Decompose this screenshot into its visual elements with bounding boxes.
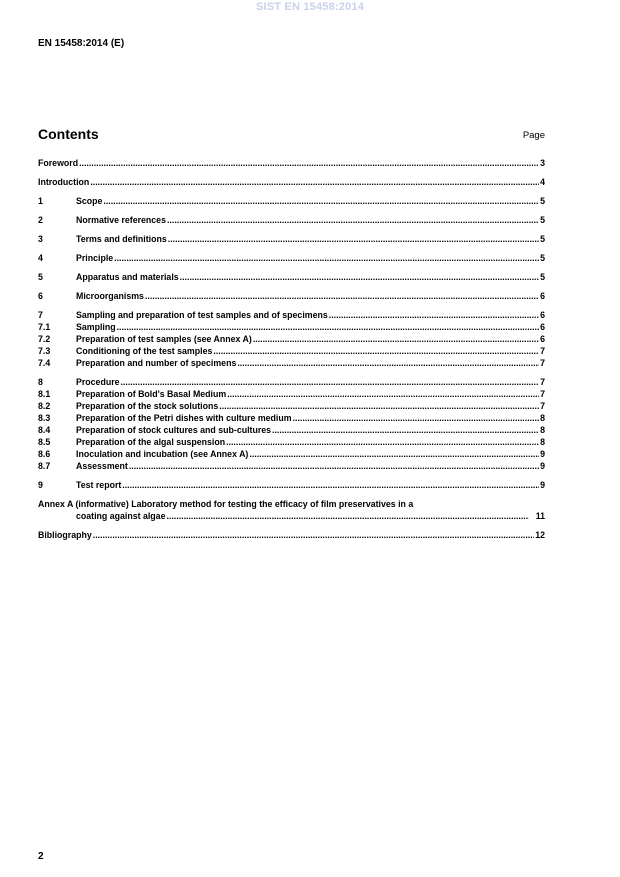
toc-entry-title: Bibliography: [38, 530, 92, 540]
toc-entry-number: 3: [38, 234, 43, 244]
toc-entry-6[interactable]: [38, 290, 545, 302]
toc-entry-title: Inoculation and incubation (see Annex A): [76, 449, 249, 459]
dot-leader: [167, 214, 539, 226]
toc-entry-title: Normative references: [76, 215, 166, 225]
toc-entry-title: Sampling: [76, 322, 116, 332]
toc-entry-title: Test report: [76, 480, 122, 490]
dot-leader: [272, 424, 539, 436]
dot-leader: [293, 412, 540, 424]
toc-entry-7-2[interactable]: [38, 333, 545, 345]
toc-entry-8-1[interactable]: [38, 388, 545, 400]
toc-entry-title: Preparation and number of specimens: [76, 358, 237, 368]
toc-entry-3[interactable]: [38, 233, 545, 245]
toc-entry-title: Scope: [76, 196, 103, 206]
toc-entry-page: 9: [540, 461, 545, 471]
toc-entry-number: 7.3: [38, 346, 51, 356]
toc-entry-page: 3: [540, 158, 545, 168]
toc-entry-8-4[interactable]: [38, 424, 545, 436]
toc-entry-title: Introduction: [38, 177, 90, 187]
toc-entry-bibliography[interactable]: [38, 529, 545, 541]
toc-entry-page: 8: [540, 413, 545, 423]
toc-entry-page: 7: [540, 377, 545, 387]
toc-entry-annex-a[interactable]: [38, 498, 545, 522]
toc-entry-number: 1: [38, 196, 43, 206]
toc-entry-page: 5: [540, 215, 545, 225]
toc-entry-1[interactable]: [38, 195, 545, 207]
toc-entry-number: 7.4: [38, 358, 51, 368]
toc-entry-page: 11: [535, 511, 545, 521]
dot-leader: [93, 529, 534, 541]
toc-entry-7-3[interactable]: [38, 345, 545, 357]
toc-entry-title: Preparation of stock cultures and sub-cultures: [76, 425, 272, 435]
toc-entry-title: Preparation of Bold's Basal Medium: [76, 389, 227, 399]
toc-entry-number: 7.2: [38, 334, 51, 344]
toc-entry-title: Procedure: [76, 377, 120, 387]
toc-entry-title: Assessment: [76, 461, 128, 471]
toc-entry-page: 5: [540, 234, 545, 244]
toc-entry-page: 7: [540, 358, 545, 368]
toc-entry-2[interactable]: [38, 214, 545, 226]
page-column-header: Page: [522, 130, 545, 141]
page-number: 2: [38, 851, 44, 862]
dot-leader: [90, 176, 539, 188]
toc-entry-title: Foreword: [38, 158, 79, 168]
toc-entry-number: 8.2: [38, 401, 51, 411]
toc-entry-foreword[interactable]: [38, 157, 545, 169]
toc-entry-number: 7.1: [38, 322, 51, 332]
toc-entry-title: Preparation of the stock solutions: [76, 401, 219, 411]
dot-leader: [129, 460, 539, 472]
toc-entry-number: 9: [38, 480, 43, 490]
toc-entry-introduction[interactable]: [38, 176, 545, 188]
toc-entry-number: 8.1: [38, 389, 51, 399]
dot-leader: [114, 252, 539, 264]
dot-leader: [213, 345, 539, 357]
toc-entry-page: 5: [540, 272, 545, 282]
toc-entry-page: 5: [540, 253, 545, 263]
dot-leader: [227, 388, 539, 400]
watermark: SIST EN 15458:2014: [255, 1, 365, 13]
dot-leader: [168, 233, 539, 245]
toc-entry-page: 5: [540, 196, 545, 206]
toc-entry-page: 8: [540, 425, 545, 435]
toc-entry-title: Conditioning of the test samples: [76, 346, 213, 356]
toc-entry-number: 8.6: [38, 449, 51, 459]
toc-entry-title-continuation: coating against algae: [76, 511, 166, 521]
toc-entry-4[interactable]: [38, 252, 545, 264]
dot-leader: [117, 321, 540, 333]
toc-entry-page: 7: [540, 389, 545, 399]
toc-entry-number: 2: [38, 215, 43, 225]
toc-entry-page: 9: [540, 480, 545, 490]
toc-entry-number: 8: [38, 377, 43, 387]
toc-entry-title: Principle: [76, 253, 114, 263]
toc-entry-8-7[interactable]: [38, 460, 545, 472]
dot-leader: [121, 376, 540, 388]
toc-entry-page: 7: [540, 346, 545, 356]
toc-entry-8-6[interactable]: [38, 448, 545, 460]
toc-entry-page: 6: [540, 310, 545, 320]
dot-leader: [103, 195, 539, 207]
toc-entry-number: 8.7: [38, 461, 51, 471]
dot-leader: [180, 271, 539, 283]
toc-entry-page: 8: [540, 437, 545, 447]
dot-leader: [122, 479, 539, 491]
toc-entry-8-2[interactable]: [38, 400, 545, 412]
toc-entry-page: 4: [540, 177, 545, 187]
toc-entry-7[interactable]: [38, 309, 545, 321]
toc-entry-number: 5: [38, 272, 43, 282]
toc-entry-5[interactable]: [38, 271, 545, 283]
toc-entry-number: 8.3: [38, 413, 51, 423]
toc-entry-7-1[interactable]: [38, 321, 545, 333]
dot-leader: [219, 400, 539, 412]
toc-entry-8[interactable]: [38, 376, 545, 388]
toc-entry-page: 12: [535, 530, 545, 540]
toc-entry-title: Microorganisms: [76, 291, 144, 301]
toc-entry-number: 4: [38, 253, 43, 263]
toc-entry-number: 8.4: [38, 425, 51, 435]
toc-entry-page: 6: [540, 334, 545, 344]
dot-leader: [329, 309, 539, 321]
toc-entry-title: Apparatus and materials: [76, 272, 179, 282]
toc-entry-title: Terms and definitions: [76, 234, 167, 244]
toc-entry-page: 6: [540, 322, 545, 332]
table-of-contents: [38, 157, 545, 541]
toc-entry-page: 6: [540, 291, 545, 301]
dot-leader: [226, 436, 539, 448]
dot-leader: [249, 448, 539, 460]
document-id: EN 15458:2014 (E): [38, 38, 125, 49]
toc-entry-number: 7: [38, 310, 43, 320]
toc-entry-8-5[interactable]: [38, 436, 545, 448]
toc-entry-title: Preparation of the Petri dishes with culture medium: [76, 413, 292, 423]
dot-leader: [253, 333, 539, 345]
dot-leader: [145, 290, 539, 302]
dot-leader: [237, 357, 539, 369]
toc-entry-7-4[interactable]: [38, 357, 545, 369]
dot-leader: [79, 157, 539, 169]
toc-entry-number: 8.5: [38, 437, 51, 447]
toc-entry-9[interactable]: [38, 479, 545, 491]
toc-entry-title: Preparation of test samples (see Annex A): [76, 334, 252, 344]
toc-entry-page: 7: [540, 401, 545, 411]
toc-entry-title: Preparation of the algal suspension: [76, 437, 226, 447]
toc-entry-page: 9: [540, 449, 545, 459]
toc-entry-number: 6: [38, 291, 43, 301]
toc-entry-8-3[interactable]: [38, 412, 545, 424]
toc-entry-title: Annex A (informative) Laboratory method for testing the efficacy of film preservatives in a: [38, 499, 414, 509]
toc-entry-title: Sampling and preparation of test samples and of specimens: [76, 310, 328, 320]
dot-leader: [166, 510, 528, 522]
contents-title: Contents: [38, 126, 99, 142]
